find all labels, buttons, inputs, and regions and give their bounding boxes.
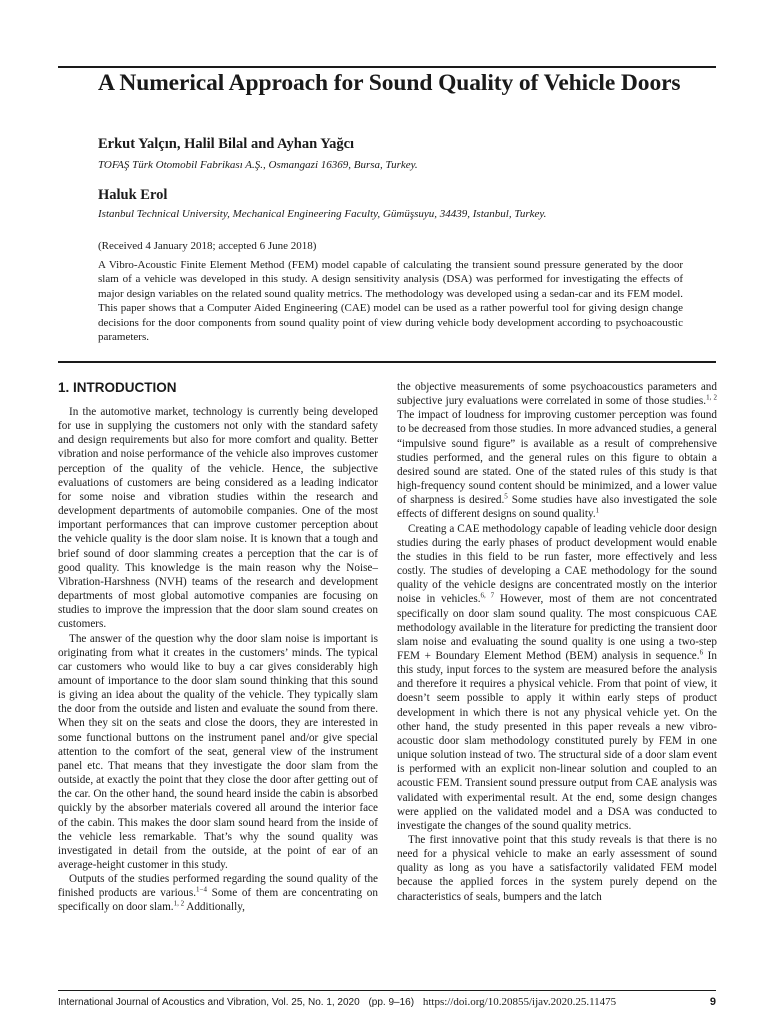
footer-rule: [58, 990, 716, 991]
citation: 1, 2: [706, 393, 718, 402]
citation: 1: [595, 506, 600, 515]
page-range: (pp. 9–16): [368, 997, 415, 1008]
affiliation-2: Istanbul Technical University, Mechanical Engineering Faculty, Gümüşsuyu, 34439, Istanbul, Turkey.: [98, 208, 547, 220]
citation: 6, 7: [480, 591, 495, 600]
paragraph: The first innovative point that this study reveals is that there is no need for a physical vehicle to make an early assessment of sound quality as long as you have a satisfactorily validated FEM model because the applied forces in the system purely depend on the characteristics of seals, bumpers and the latch: [397, 834, 717, 903]
citation: 1−4: [196, 885, 207, 894]
footer-citation: [58, 996, 616, 1009]
right-column: [397, 380, 717, 904]
left-column: [58, 405, 378, 915]
journal-info: International Journal of Acoustics and Vibration, Vol. 25, No. 1, 2020: [58, 997, 360, 1008]
author-list-2: Haluk Erol: [98, 187, 168, 203]
affiliation-1: TOFAŞ Türk Otomobil Fabrikası A.Ş., Osmangazi 16369, Bursa, Turkey.: [98, 159, 418, 171]
paragraph: The answer of the question why the door slam noise is important is originating from what it creates in the customers’ minds. The typical car customers who would like to buy a car gives considerably high amount of importance to the door slam sound thinking that this sound is giving an idea about the quality of the vehicle. They typically slam the door from the outside and listen and evaluate the sound from there. When they sit on the seats and close the doors, they are interested in some functional buttons on the instrument panel and/or give special attention to the comfort of the seat, general view of the instrument panel etc. That means that they investigate the door slam from the outside, at exactly the point that they close the door after getting out of the car. On the other hand, the sound heard inside the cabin is absorbed quickly by the absorber materials covered all around the interior face of the cabin. This makes the door slam sound heard from the inside of the vehicle less remarkable. That’s why the sound quality was investigated in detail from the outside, at the point of ear of an average-height customer in this study.: [58, 632, 378, 871]
author-list-1: Erkut Yalçın, Halil Bilal and Ayhan Yağcı: [98, 136, 355, 152]
top-rule: [58, 66, 716, 68]
section-heading: 1. INTRODUCTION: [58, 380, 177, 395]
doi-link[interactable]: https://doi.org/10.20855/ijav.2020.25.11475: [422, 996, 617, 1008]
paragraph: In the automotive market, technology is currently being developed for use in supplying the customers not only with the standard safety and design requirements but also for more comfort and quality. Better vibration and noise performance of the vehicle also improves customer perception of the quality of the vehicle. Hence, the subjective evaluations of customers are being considered as a leading indicator for some noise and vibration studies within the research and development departments of automobile companies. One of the most important performances that can improve customer perception about the vehicle quality is the door slam noise. It is known that a tough and brief sound of door slamming creates a perception that the car is of good quality. This knowledge is the main reason why the Noise–Vibration-Harshness (NVH) teams of the research and development departments of most global automotive companies are focusing on studies to improve the impression that the door slam sound creates on customers.: [58, 406, 378, 631]
paper-title: A Numerical Approach for Sound Quality of Vehicle Doors: [98, 70, 681, 96]
citation: 6: [699, 648, 704, 657]
page-footer: [58, 996, 716, 1009]
citation: 1, 2: [173, 899, 185, 908]
paragraph: Outputs of the studies performed regarding the sound quality of the finished products are various.$^{1-4}$ Some of them are concentrating on specifically on door slam.$^{1, 2}$ Additionally,: [58, 873, 378, 914]
received-dates: (Received 4 January 2018; accepted 6 June 2018): [98, 240, 317, 252]
paragraph: the objective measurements of some psychoacoustics parameters and subjective jury evaluations were correlated in some of those studies.$^{1, 2}$ The impact of loudness for improving customer perception was found to be decreased from those studies. In more advanced studies, a general “impulsive sound figure” is available as a result of comprehensive studies performed, and the general rules on this figure to obtain a desired sound are stated. One of the stated rules of this study is that high-frequency sound content should be minimized, and a lower value of sharpness is desired.$^5$ Some studies have also investigated the sole effects of different designs on sound quality.$^1$: [397, 381, 718, 521]
citation: 5: [504, 492, 508, 501]
page-number: 9: [709, 996, 716, 1008]
abstract: A Vibro-Acoustic Finite Element Method (FEM) model capable of calculating the transient sound pressure generated by the door slam of a vehicle was developed in this study. A design sensitivity analysis (DSA) was performed for investigating the effects of major design variables on the related sound quality metrics. The methodology was developed using a sedan-car and its FEM model. This paper shows that a Computer Aided Engineering (CAE) model can be used as a rather powerful tool for giving design change decisions for the door components from sound quality point of view during vehicle body development according to psychoacoustic parameters.: [98, 259, 683, 344]
paragraph: Creating a CAE methodology capable of leading vehicle door design studies during the early phases of product development would enable the studies in this field to be run faster, more effectively and less costly. The studies of developing a CAE methodology for the sound quality of the vehicle designs are concentrated mostly on the interior noise in vehicles.$^{6, 7}$ However, most of them are not concentrated specifically on door slam sound quality. The most conspicuous CAE methodology available in the literature for predicting the transient door slam noise and evaluating the sound quality is one using a two-step FEM + Boundary Element Method (BEM) analysis in sequence.$^6$ In this study, input forces to the system are measured before the analysis and therefore it requires a physical vehicle. From that point of view, it doesn’t seem possible to apply it within early steps of product development in which there is not any physical vehicle yet. On the other hand, the study presented in this paper reveals a new vibro-acoustic door slam methodology constituted purely by FEM in one unique solution instead of two. The structural side of a door slam event is performed with an explicit non-linear solution and coupled to an acoustic FEM. Transient sound pressure output from CAE analysis was validated with experimental result. At the end, some design changes were applied on the validated model and a DSA was conducted to investigate the changes of the sound quality metrics.: [397, 522, 717, 832]
abstract-rule: [58, 361, 716, 363]
